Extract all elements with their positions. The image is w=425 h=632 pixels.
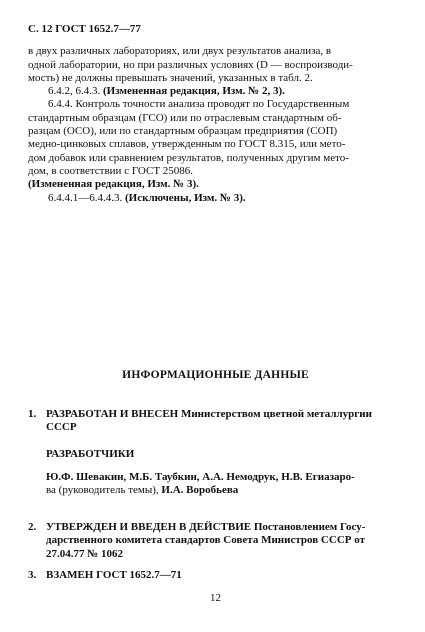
developers-line-2a: ва (руководитель темы), [46,484,162,497]
section-2-number: 2. [28,521,37,533]
developers-line-2 [46,484,398,497]
document-page [28,23,403,604]
developers-line-2b: И.А. Воробьева [161,484,239,497]
clause-6-4-4-line-2: стандартным образцам (ГСО) или по отраслевым стандартным об- [28,111,342,124]
clause-6-4-4-line-1: 6.4.4. Контроль точности анализа проводят по Государственным [48,98,350,111]
developers-names [46,471,398,498]
info-section-2 [28,521,403,561]
clause-6-4-4-line-4: медно-цинковых сплавов, утвержденным по ГОСТ 8.315, или мето- [28,138,346,151]
clause-6-4-2 [28,85,403,98]
continuation-line-3: мость) не должны превышать значений, указанных в табл. 2. [28,71,313,84]
clause-6-4-4-1-note: (Исключены, Изм. № 3). [125,191,246,204]
section-2-line-1: УТВЕРЖДЕН И ВВЕДЕН В ДЕЙСТВИЕ Постановлением Госу- [46,521,366,533]
section-1-number: 1. [28,408,37,420]
developers-title: РАЗРАБОТЧИКИ [46,448,135,460]
top-text-block [28,45,403,205]
section-1-line-1: РАЗРАБОТАН И ВНЕСЕН Министерством цветной металлургии [46,408,372,420]
clause-6-4-4-line-6: дом, в соответствии с ГОСТ 25086. [28,164,194,177]
info-section-1 [28,408,403,435]
developers-line-1: Ю.Ф. Шевакин, М.Б. Таубкин, А.А. Немодрук, Н.В. Егиазаро- [46,471,355,483]
clause-6-4-4-line-5: дом добавок или сравнением результатов, полученных другим мето- [28,151,349,164]
section-3-text: ВЗАМЕН ГОСТ 1652.7—71 [46,569,182,581]
clause-6-4-4-line-3: разцам (ОСО), или по стандартным образцам предприятия (СОП) [28,125,338,138]
info-title: ИНФОРМАЦИОННЫЕ ДАННЫЕ [122,369,309,381]
section-2-line-2: дарственного комитета стандартов Совета Министров СССР от [46,534,365,547]
clause-6-4-4-1-number: 6.4.4.1—6.4.4.3. [48,191,123,204]
clause-6-4-2-number: 6.4.2, 6.4.3. [48,85,101,98]
section-2-line-3: 27.04.77 № 1062 [46,547,124,560]
section-3-number: 3. [28,569,37,581]
clause-6-4-4-1 [28,192,403,205]
page-number: 12 [210,592,221,604]
continuation-line-2: одной лаборатории, но при различных условиях (D — воспроизводи- [28,58,353,71]
continuation-line-1: в двух различных лабораториях, или двух результатов анализа, в [28,45,332,58]
info-section-3 [28,569,182,582]
section-1-line-2: СССР [46,421,77,434]
clause-6-4-2-note: (Измененная редакция, Изм. № 2, 3). [103,85,285,98]
clause-6-4-4-note: (Измененная редакция, Изм. № 3). [28,178,199,191]
page-header: С. 12 ГОСТ 1652.7—77 [28,23,141,35]
